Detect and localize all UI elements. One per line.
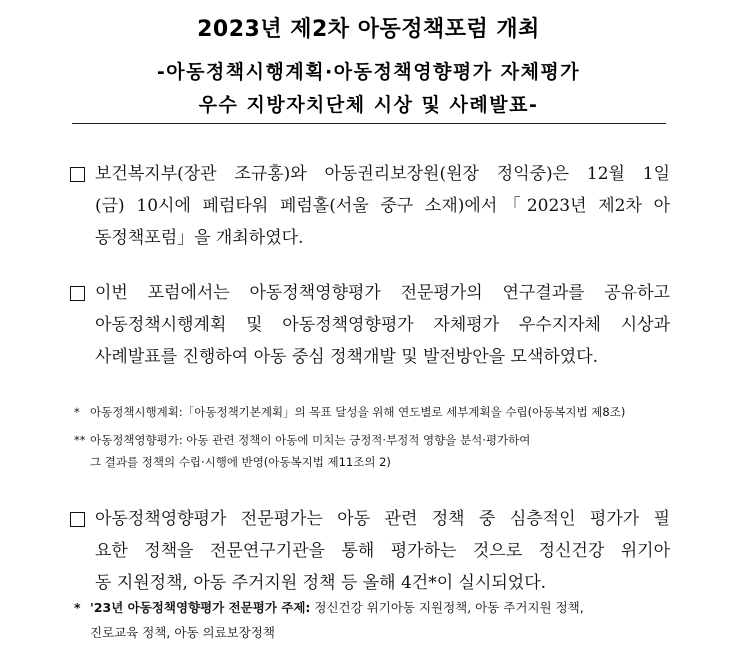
footnote-impact-assessment-cont (90, 452, 391, 473)
footnote-topics-cont (90, 622, 275, 643)
subtitle-line-1: -아동정책시행계획·아동정책영향평가 자체평가 (156, 61, 581, 83)
footnote-mark: * (74, 600, 81, 615)
paragraph-3-line-1: 아동정책영향평가 전문평가는 아동 관련 정책 중 심층적인 평가가 필 (95, 509, 670, 529)
footnote-policy-plan (74, 402, 625, 423)
footnote-text-line-1: 아동정책영향평가: 아동 관련 정책이 아동에 미치는 긍정적·부정적 영향을 분석·평가하여 (90, 433, 531, 447)
footnote-topics-line-1: 정신건강 위기아동 지원정책, 아동 주거지원 정책, (314, 600, 584, 615)
page-title: 2023년 제2차 아동정책포럼 개최 (197, 17, 540, 42)
footnote-text-line-2: 그 결과를 정책의 수립·시행에 반영(아동복지법 제11조의 2) (90, 455, 391, 469)
checkbox-square-icon (70, 512, 85, 527)
checkbox-square-icon (70, 286, 85, 301)
paragraph-1 (70, 158, 670, 254)
subtitle-line-2: 우수 지방자치단체 시상 및 사례발표- (198, 94, 539, 116)
footnote-impact-assessment (74, 430, 530, 451)
paragraph-2-line-3: 사례발표를 진행하여 아동 중심 정책개발 및 발전방안을 모색하였다. (95, 347, 599, 367)
paragraph-1-line-1: 보건복지부(장관 조규홍)와 아동권리보장원(원장 정익중)은 12월 1일 (95, 164, 670, 184)
footnote-mark: ** (74, 433, 86, 447)
paragraph-2 (70, 277, 670, 373)
checkbox-square-icon (70, 167, 85, 182)
paragraph-3-line-2: 요한 정책을 전문연구기관을 통해 평가하는 것으로 정신건강 위기아 (95, 541, 670, 561)
title-divider (72, 123, 666, 124)
footnote-mark: * (74, 405, 80, 419)
paragraph-1-line-3: 동정책포럼」을 개최하였다. (95, 228, 304, 248)
paragraph-2-line-1: 이번 포럼에서는 아동정책영향평가 전문평가의 연구결과를 공유하고 (95, 283, 670, 303)
paragraph-3 (70, 503, 670, 599)
footnote-topics-label: '23년 아동정책영향평가 전문평가 주제: (90, 600, 311, 615)
paragraph-2-line-2: 아동정책시행계획 및 아동정책영향평가 자체평가 우수지자체 시상과 (95, 315, 670, 335)
footnote-topics-line-2: 진로교육 정책, 아동 의료보장정책 (90, 625, 275, 640)
paragraph-1-line-2: (금) 10시에 페럼타워 페럼홀(서울 중구 소재)에서「2023년 제2차 아 (95, 196, 670, 216)
paragraph-3-line-3: 동 지원정책, 아동 주거지원 정책 등 올해 4건*이 실시되었다. (95, 573, 547, 593)
footnote-topics (74, 597, 584, 618)
footnote-text: 아동정책시행계획:「아동정책기본계획」의 목표 달성을 위해 연도별로 세부계획을 수립(아동복지법 제8조) (90, 405, 626, 419)
